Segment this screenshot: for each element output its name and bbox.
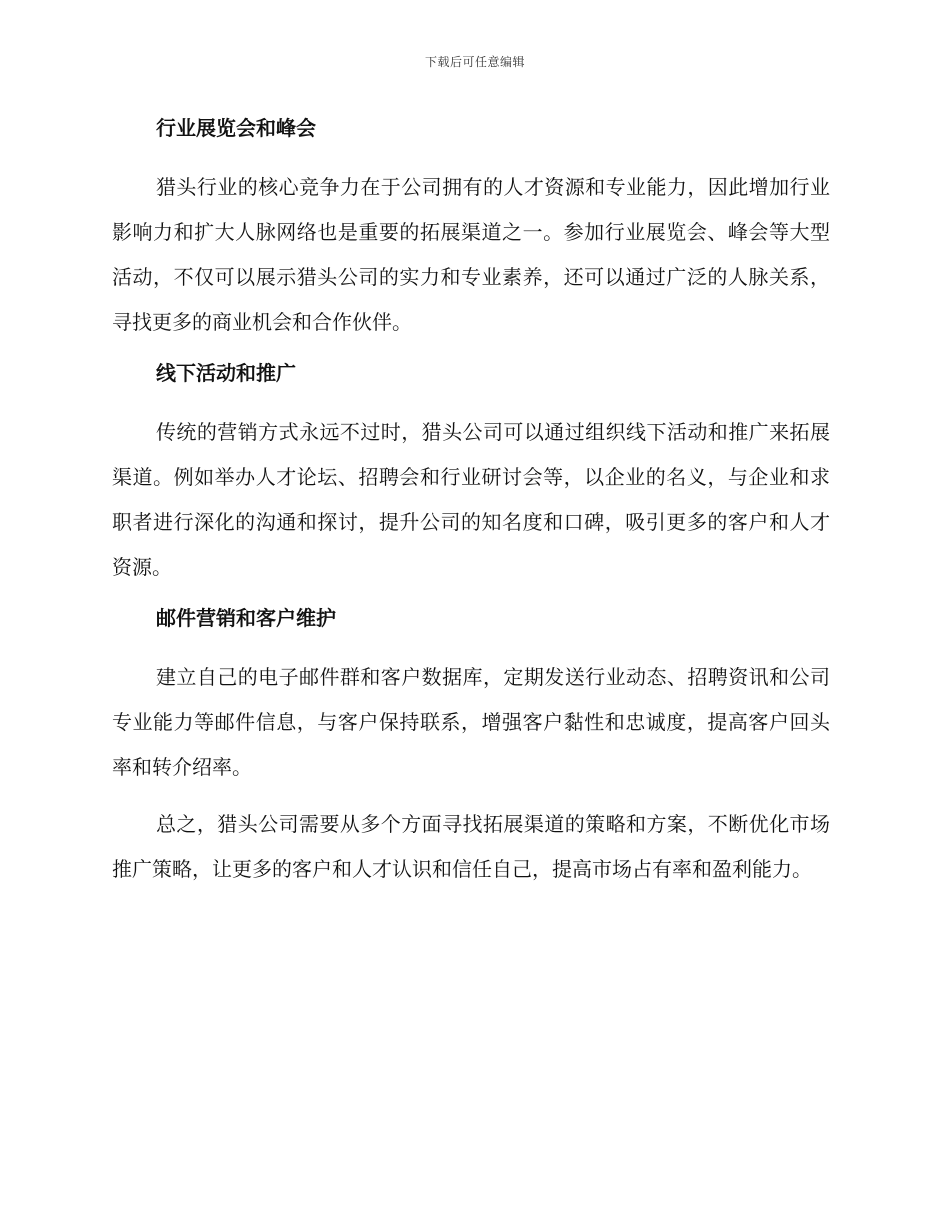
section-paragraph-exhibitions: 猎头行业的核心竞争力在于公司拥有的人才资源和专业能力，因此增加行业影响力和扩大人脉网络也是重要的拓展渠道之一。参加行业展览会、峰会等大型活动，不仅可以展示猎头公司的实力和专业素养，还可以通过广泛的人脉关系，寻找更多的商业机会和合作伙伴。: [112, 175, 830, 334]
section-heading-email: 邮件营销和客户维护: [156, 606, 336, 630]
section-paragraph-email: 建立自己的电子邮件群和客户数据库，定期发送行业动态、招聘资讯和公司专业能力等邮件信息，与客户保持联系，增强客户黏性和忠诚度，提高客户回头率和转介绍率。: [112, 665, 830, 779]
section-heading-offline: 线下活动和推广: [156, 361, 296, 385]
document-body: [112, 112, 830, 904]
section-paragraph-offline: 传统的营销方式永远不过时，猎头公司可以通过组织线下活动和推广来拓展渠道。例如举办人才论坛、招聘会和行业研讨会等，以企业的名义，与企业和求职者进行深化的沟通和探讨，提升公司的知名度和口碑，吸引更多的客户和人才资源。: [112, 420, 830, 579]
conclusion-paragraph: 总之，猎头公司需要从多个方面寻找拓展渠道的策略和方案，不断优化市场推广策略，让更多的客户和人才认识和信任自己，提高市场占有率和盈利能力。: [112, 812, 830, 881]
section-heading-exhibitions: 行业展览会和峰会: [156, 116, 316, 140]
page-header: 下载后可任意编辑: [424, 55, 525, 69]
